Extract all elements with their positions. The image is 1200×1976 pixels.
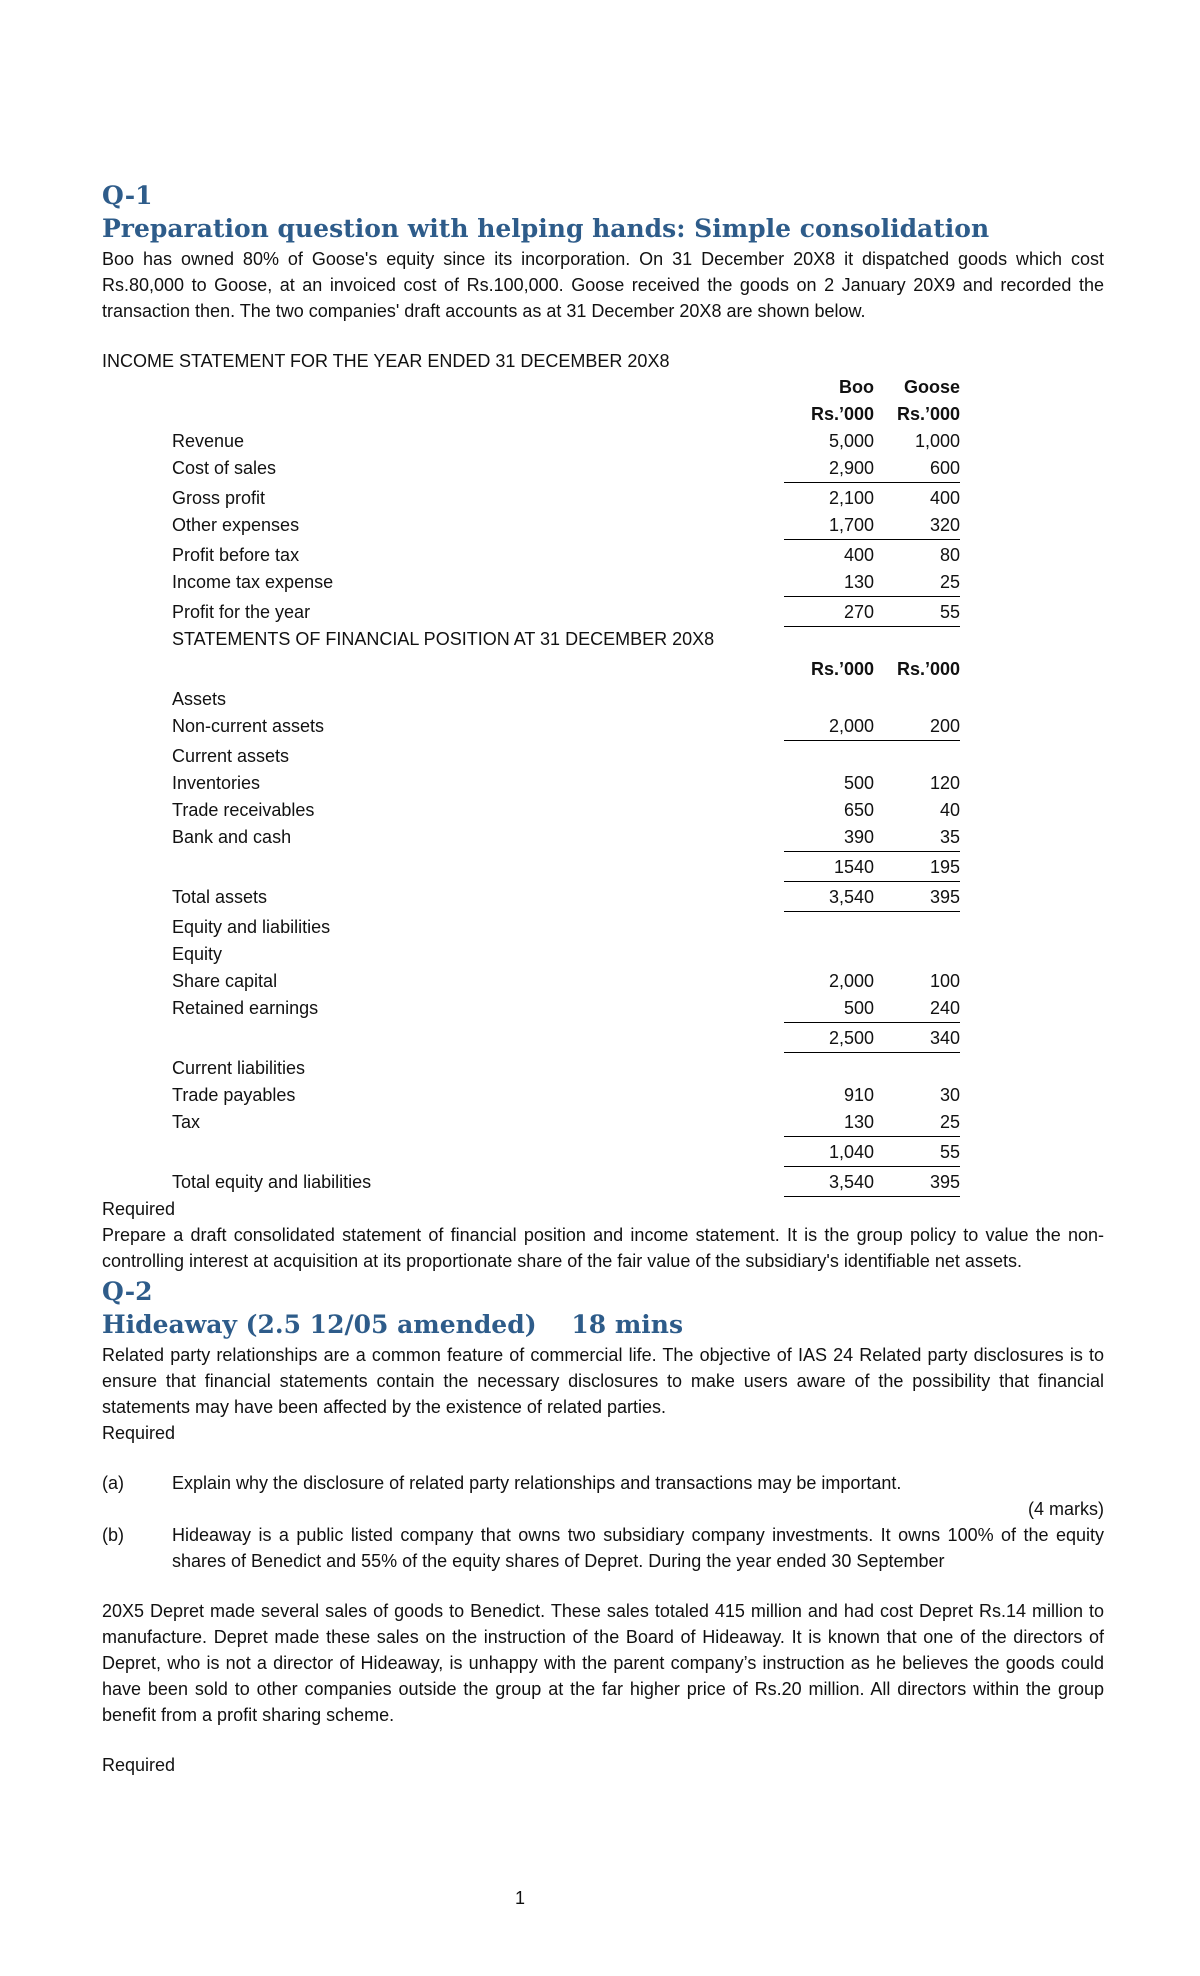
q2-intro: Related party relationships are a common feature of commercial life. The objective of IAS 24 Related party disclosures is to ensure that financial statements contain the necessary disclosures to make users aware of the possibility that financial statements may have been affected by the existence of related parties. bbox=[102, 1345, 1104, 1417]
column-header-row bbox=[102, 374, 1104, 401]
page-number: 1 bbox=[514, 1888, 525, 1908]
table-row bbox=[102, 455, 1104, 482]
boo-value: 1,700 bbox=[784, 512, 874, 540]
col-boo-unit: Rs.’000 bbox=[810, 659, 874, 679]
unit-header-row bbox=[102, 401, 1104, 428]
table-row bbox=[102, 428, 1104, 455]
goose-value: 80 bbox=[939, 545, 960, 565]
table-row bbox=[102, 713, 1104, 740]
row-label: Share capital bbox=[172, 971, 278, 991]
financial-position-table bbox=[102, 656, 1104, 1196]
row-label: Gross profit bbox=[172, 488, 266, 508]
q2-required2-label: Required bbox=[102, 1755, 176, 1775]
row-label: Total assets bbox=[172, 887, 268, 907]
col-boo-header: Boo bbox=[839, 377, 874, 397]
goose-value: 395 bbox=[870, 884, 960, 912]
goose-value: 340 bbox=[870, 1025, 960, 1053]
row-label: Equity bbox=[172, 944, 223, 964]
part-a-marks: (4 marks) bbox=[1028, 1499, 1104, 1519]
row-label: Income tax expense bbox=[172, 572, 334, 592]
table-row bbox=[102, 884, 1104, 911]
q1-required-label: Required bbox=[102, 1199, 176, 1219]
boo-value: 500 bbox=[843, 773, 874, 793]
row-label: Trade receivables bbox=[172, 800, 315, 820]
col-goose-unit: Rs.’000 bbox=[896, 659, 960, 679]
goose-value: 120 bbox=[929, 773, 960, 793]
table-row bbox=[102, 599, 1104, 626]
boo-value: 2,000 bbox=[828, 971, 874, 991]
table-row bbox=[102, 968, 1104, 995]
row-label: Profit for the year bbox=[172, 602, 311, 622]
income-statement-heading: INCOME STATEMENT FOR THE YEAR ENDED 31 DECEMBER 20X8 bbox=[102, 351, 670, 371]
table-row bbox=[102, 542, 1104, 569]
col-goose-unit: Rs.’000 bbox=[896, 404, 960, 424]
boo-value: 2,900 bbox=[784, 455, 874, 483]
boo-value: 400 bbox=[843, 545, 874, 565]
part-b-marker: (b) bbox=[102, 1525, 124, 1545]
row-label: Cost of sales bbox=[172, 458, 277, 478]
table-row bbox=[102, 914, 1104, 941]
goose-value: 1,000 bbox=[914, 431, 960, 451]
table-row bbox=[102, 485, 1104, 512]
table-row bbox=[102, 824, 1104, 851]
row-label: Inventories bbox=[172, 773, 261, 793]
boo-value: 270 bbox=[784, 599, 874, 627]
boo-value: 390 bbox=[784, 824, 874, 852]
boo-value: 650 bbox=[843, 800, 874, 820]
goose-value: 400 bbox=[929, 488, 960, 508]
q2-continuation: 20X5 Depret made several sales of goods to Benedict. These sales totaled 415 million and had cost Depret Rs.14 million to manufacture. Depret made these sales on the instruction of the Board of Hideaway. It is known that one of the directors of Depret, who is not a director of Hideaway, is unhappy with the parent company’s instruction as he believes the goods could have been sold to other companies outside the group at the far higher price of Rs.20 million. All directors within the group benefit from a profit sharing scheme. bbox=[102, 1601, 1104, 1725]
col-boo-unit: Rs.’000 bbox=[810, 404, 874, 424]
q2-part-a bbox=[102, 1470, 1104, 1496]
boo-value: 130 bbox=[784, 1109, 874, 1137]
goose-value: 30 bbox=[939, 1085, 960, 1105]
row-label: Other expenses bbox=[172, 515, 300, 535]
part-b-text: Hideaway is a public listed company that owns two subsidiary company investments. It owns 100% of the equity shares of Benedict and 55% of the equity shares of Depret. During the year ended 30 September bbox=[172, 1525, 1104, 1571]
table-row bbox=[102, 1025, 1104, 1052]
table-row bbox=[102, 512, 1104, 539]
row-label: Current liabilities bbox=[172, 1058, 306, 1078]
boo-value: 1,040 bbox=[784, 1139, 874, 1167]
part-a-marker: (a) bbox=[102, 1473, 124, 1493]
goose-value: 55 bbox=[870, 1139, 960, 1167]
table-row bbox=[102, 1082, 1104, 1109]
q2-part-b bbox=[102, 1522, 1104, 1574]
q1-title: Preparation question with helping hands: Simple consolidation bbox=[102, 214, 990, 243]
boo-value: 500 bbox=[784, 995, 874, 1023]
row-label: Retained earnings bbox=[172, 998, 319, 1018]
table-row bbox=[102, 1139, 1104, 1166]
table-row bbox=[102, 770, 1104, 797]
q2-required-label: Required bbox=[102, 1423, 176, 1443]
boo-value: 1540 bbox=[784, 854, 874, 882]
table-row bbox=[102, 1109, 1104, 1136]
q2-number: Q-2 bbox=[102, 1277, 153, 1306]
goose-value: 25 bbox=[870, 1109, 960, 1137]
row-label: Revenue bbox=[172, 431, 245, 451]
goose-value: 35 bbox=[870, 824, 960, 852]
boo-value: 2,000 bbox=[784, 713, 874, 741]
row-label: Bank and cash bbox=[172, 827, 292, 847]
boo-value: 3,540 bbox=[784, 884, 874, 912]
table-row bbox=[102, 569, 1104, 596]
goose-value: 40 bbox=[939, 800, 960, 820]
sfp-heading: STATEMENTS OF FINANCIAL POSITION AT 31 DECEMBER 20X8 bbox=[172, 629, 715, 649]
document-page bbox=[102, 180, 1104, 1778]
q1-intro: Boo has owned 80% of Goose's equity since its incorporation. On 31 December 20X8 it dispatched goods which cost Rs.80,000 to Goose, at an invoiced cost of Rs.100,000. Goose received the goods on 2 January 20X9 and recorded the transaction then. The two companies' draft accounts as at 31 December 20X8 are shown below. bbox=[102, 249, 1104, 321]
part-a-text: Explain why the disclosure of related party relationships and transactions may be important. bbox=[172, 1473, 902, 1493]
row-label: Current assets bbox=[172, 746, 290, 766]
boo-value: 2,500 bbox=[784, 1025, 874, 1053]
row-label: Tax bbox=[172, 1112, 201, 1132]
unit-header-row bbox=[102, 656, 1104, 683]
table-row bbox=[102, 854, 1104, 881]
boo-value: 5,000 bbox=[828, 431, 874, 451]
sfp-heading-row bbox=[102, 626, 1104, 653]
goose-value: 100 bbox=[929, 971, 960, 991]
row-label: Profit before tax bbox=[172, 545, 300, 565]
table-row bbox=[102, 743, 1104, 770]
row-label: Equity and liabilities bbox=[172, 917, 331, 937]
col-goose-header: Goose bbox=[903, 377, 960, 397]
q1-number: Q-1 bbox=[102, 181, 153, 210]
goose-value: 200 bbox=[870, 713, 960, 741]
boo-value: 2,100 bbox=[828, 488, 874, 508]
goose-value: 195 bbox=[870, 854, 960, 882]
row-label: Assets bbox=[172, 689, 227, 709]
table-row bbox=[102, 1169, 1104, 1196]
q2-title: Hideaway (2.5 12/05 amended) 18 mins bbox=[102, 1310, 684, 1339]
goose-value: 320 bbox=[870, 512, 960, 540]
boo-value: 910 bbox=[843, 1085, 874, 1105]
table-row bbox=[102, 941, 1104, 968]
row-label: Trade payables bbox=[172, 1085, 296, 1105]
income-statement-table bbox=[102, 374, 1104, 626]
row-label: Total equity and liabilities bbox=[172, 1172, 372, 1192]
table-row bbox=[102, 686, 1104, 713]
goose-value: 240 bbox=[870, 995, 960, 1023]
goose-value: 600 bbox=[870, 455, 960, 483]
table-row bbox=[102, 995, 1104, 1022]
row-label: Non-current assets bbox=[172, 716, 325, 736]
goose-value: 25 bbox=[870, 569, 960, 597]
boo-value: 130 bbox=[784, 569, 874, 597]
goose-value: 395 bbox=[870, 1169, 960, 1197]
table-row bbox=[102, 1055, 1104, 1082]
goose-value: 55 bbox=[870, 599, 960, 627]
table-row bbox=[102, 797, 1104, 824]
boo-value: 3,540 bbox=[784, 1169, 874, 1197]
q1-task: Prepare a draft consolidated statement of financial position and income statement. It is the group policy to value the non-controlling interest at acquisition at its proportionate share of the fair value of the subsidiary's identifiable net assets. bbox=[102, 1225, 1104, 1271]
